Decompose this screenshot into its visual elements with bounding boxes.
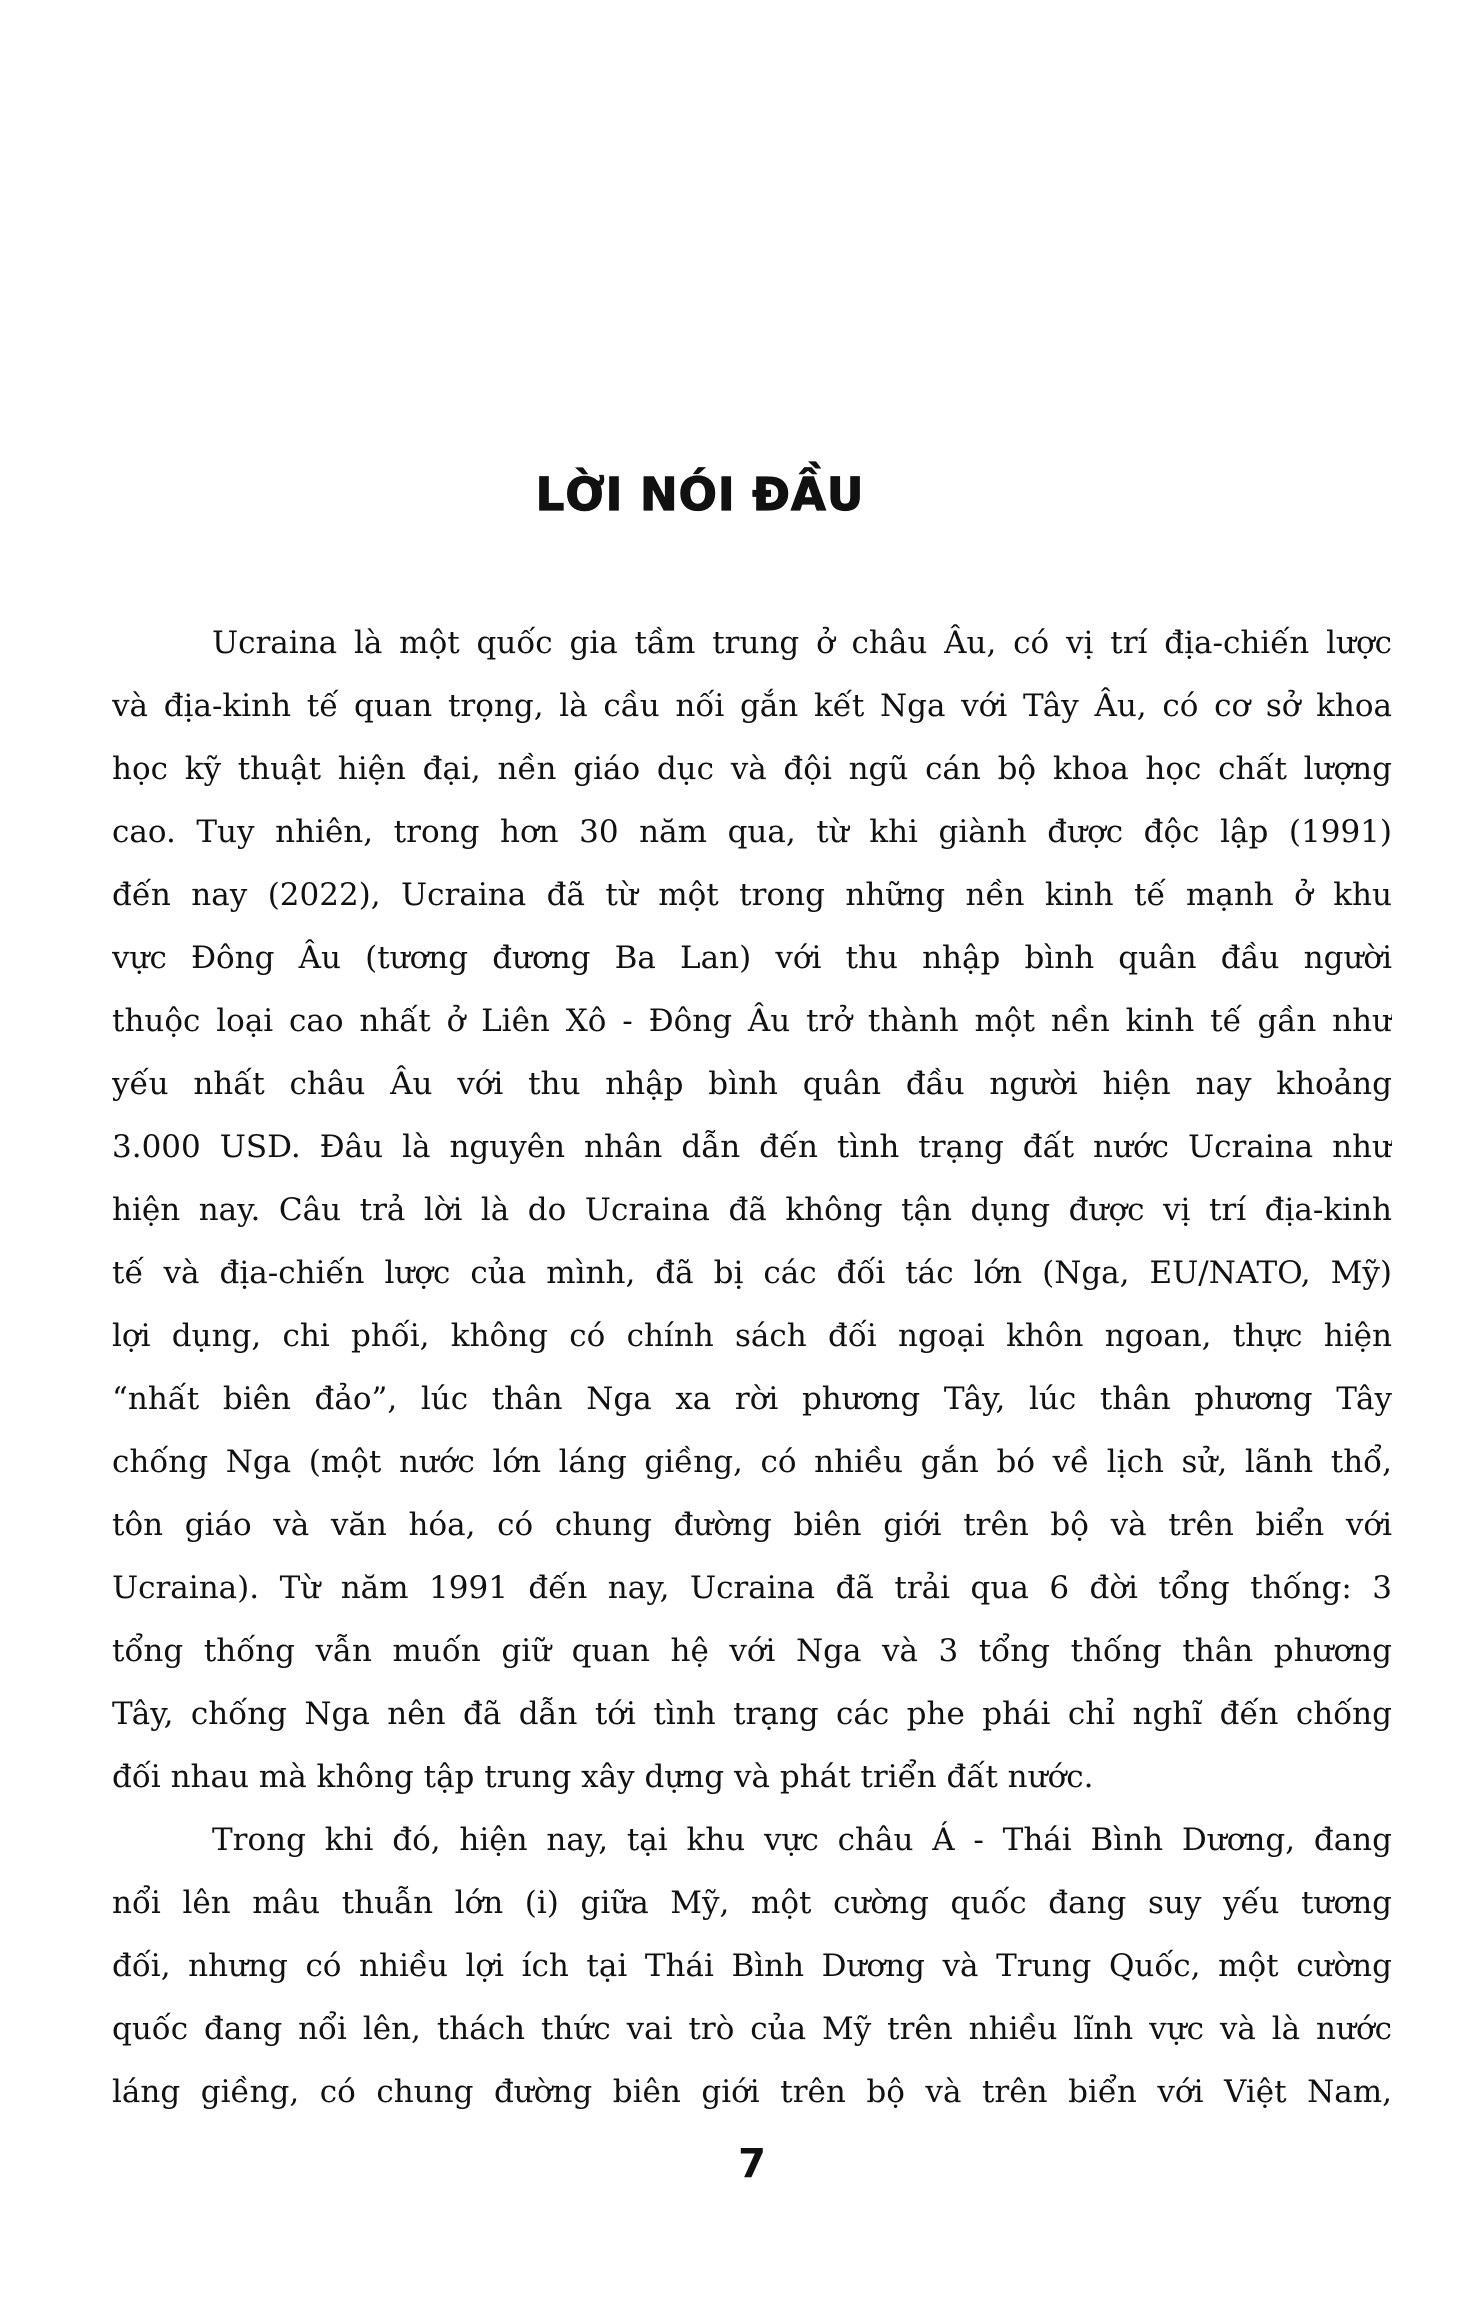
text-line: yếu nhất châu Âu với thu nhập bình quân đầu người hiện nay khoảng bbox=[112, 1066, 1392, 1102]
paragraph bbox=[112, 1809, 1392, 2124]
text-line: tôn giáo và văn hóa, có chung đường biên giới trên bộ và trên biển với bbox=[112, 1507, 1392, 1543]
text-line: “nhất biên đảo”, lúc thân Nga xa rời phương Tây, lúc thân phương Tây bbox=[112, 1381, 1392, 1417]
text-line: nổi lên mâu thuẫn lớn (i) giữa Mỹ, một cường quốc đang suy yếu tương bbox=[112, 1885, 1392, 1921]
text-line: Trong khi đó, hiện nay, tại khu vực châu Á - Thái Bình Dương, đang bbox=[212, 1822, 1392, 1858]
text-line: hiện nay. Câu trả lời là do Ucraina đã không tận dụng được vị trí địa-kinh bbox=[112, 1192, 1392, 1228]
text-line: láng giềng, có chung đường biên giới trên bộ và trên biển với Việt Nam, bbox=[112, 2074, 1392, 2110]
text-line: Ucraina là một quốc gia tầm trung ở châu Âu, có vị trí địa-chiến lược bbox=[212, 625, 1392, 661]
text-line: cao. Tuy nhiên, trong hơn 30 năm qua, từ khi giành được độc lập (1991) bbox=[112, 814, 1392, 850]
page-number: 7 bbox=[738, 2141, 766, 2187]
text-line: thuộc loại cao nhất ở Liên Xô - Đông Âu trở thành một nền kinh tế gần như bbox=[112, 1003, 1392, 1039]
text-line: đối, nhưng có nhiều lợi ích tại Thái Bình Dương và Trung Quốc, một cường bbox=[112, 1948, 1392, 1984]
text-line: học kỹ thuật hiện đại, nền giáo dục và đội ngũ cán bộ khoa học chất lượng bbox=[112, 751, 1392, 787]
text-line: 3.000 USD. Đâu là nguyên nhân dẫn đến tình trạng đất nước Ucraina như bbox=[112, 1129, 1392, 1165]
text-line: quốc đang nổi lên, thách thức vai trò của Mỹ trên nhiều lĩnh vực và là nước bbox=[112, 2011, 1392, 2047]
text-line: đến nay (2022), Ucraina đã từ một trong những nền kinh tế mạnh ở khu bbox=[112, 877, 1392, 913]
text-line: vực Đông Âu (tương đương Ba Lan) với thu nhập bình quân đầu người bbox=[112, 940, 1392, 976]
text-line: tế và địa-chiến lược của mình, đã bị các đối tác lớn (Nga, EU/NATO, Mỹ) bbox=[112, 1255, 1392, 1291]
page-title: LỜI NÓI ĐẦU bbox=[535, 468, 865, 522]
text-line: Ucraina). Từ năm 1991 đến nay, Ucraina đã trải qua 6 đời tổng thống: 3 bbox=[112, 1570, 1392, 1606]
paragraph bbox=[112, 612, 1392, 1809]
text-line: đối nhau mà không tập trung xây dựng và phát triển đất nước. bbox=[112, 1759, 1094, 1795]
body-text bbox=[112, 612, 1392, 2124]
text-line: chống Nga (một nước lớn láng giềng, có nhiều gắn bó về lịch sử, lãnh thổ, bbox=[112, 1444, 1392, 1480]
text-line: Tây, chống Nga nên đã dẫn tới tình trạng các phe phái chỉ nghĩ đến chống bbox=[112, 1696, 1392, 1732]
text-line: tổng thống vẫn muốn giữ quan hệ với Nga và 3 tổng thống thân phương bbox=[112, 1633, 1392, 1669]
text-line: và địa-kinh tế quan trọng, là cầu nối gắn kết Nga với Tây Âu, có cơ sở khoa bbox=[112, 688, 1392, 724]
text-line: lợi dụng, chi phối, không có chính sách đối ngoại khôn ngoan, thực hiện bbox=[112, 1318, 1392, 1354]
